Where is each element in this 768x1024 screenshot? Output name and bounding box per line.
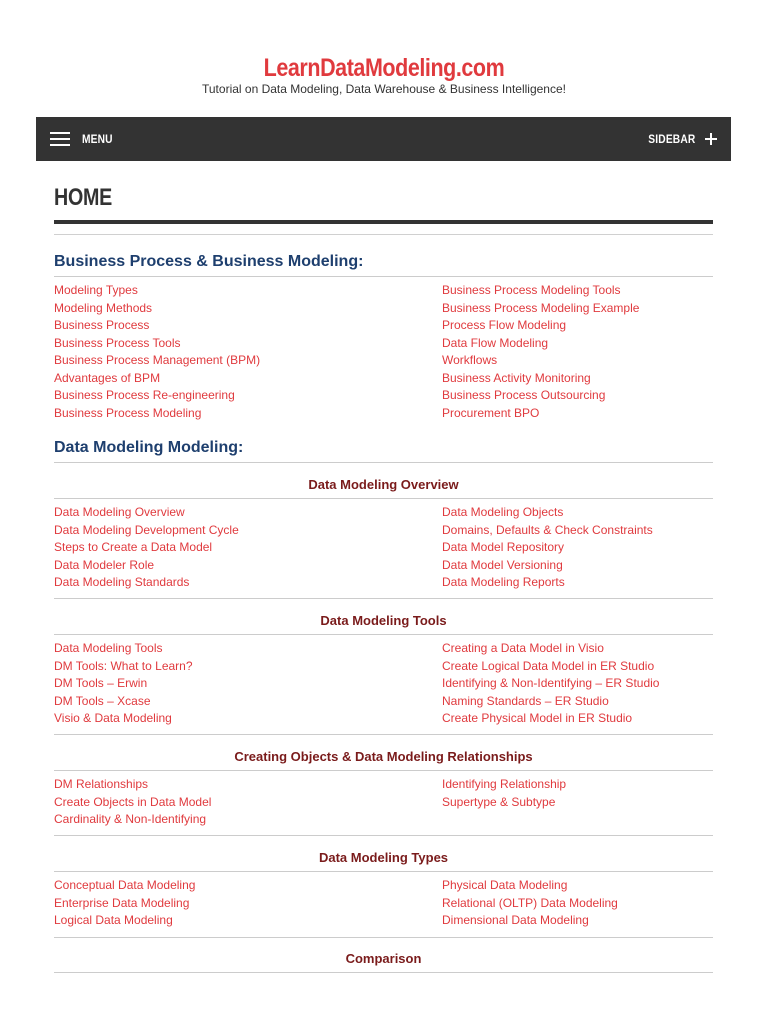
nav-link[interactable]: Create Logical Data Model in ER Studio <box>442 658 655 673</box>
main-navbar <box>36 117 731 161</box>
divider <box>54 734 713 735</box>
section-title-data-modeling: Data Modeling Modeling: <box>54 439 713 463</box>
nav-link[interactable]: Process Flow Modeling <box>442 318 567 332</box>
list-item <box>442 282 639 300</box>
nav-link[interactable]: Advantages of BPM <box>54 370 161 385</box>
nav-link[interactable]: Domains, Defaults & Check Constraints <box>442 522 653 537</box>
subsection-title-relationships: Creating Objects & Data Modeling Relationships <box>234 749 533 764</box>
list-item <box>442 352 639 370</box>
list-item <box>442 574 653 592</box>
business-links-left <box>54 282 260 422</box>
nav-link[interactable]: Data Modeling Reports <box>442 575 565 589</box>
list-item <box>54 387 260 405</box>
nav-link[interactable]: Data Modeling Development Cycle <box>54 522 239 537</box>
list-item <box>54 300 260 318</box>
nav-link[interactable]: Business Activity Monitoring <box>442 370 591 385</box>
sidebar-toggle-button[interactable] <box>640 117 717 161</box>
list-item <box>54 282 260 300</box>
business-links-right <box>442 282 639 422</box>
divider <box>54 835 713 836</box>
list-item <box>54 335 260 353</box>
list-item <box>442 693 659 711</box>
subsection-title-tools: Data Modeling Tools <box>320 613 447 628</box>
section-title-business-process: Business Process & Business Modeling: <box>54 253 713 277</box>
list-item <box>442 658 659 676</box>
types-links-right <box>442 877 618 930</box>
list-item <box>54 539 239 557</box>
divider <box>54 937 713 938</box>
list-item <box>442 776 566 794</box>
nav-link[interactable]: Create Objects in Data Model <box>54 794 212 809</box>
plus-icon <box>705 133 717 145</box>
nav-link[interactable]: Data Modeler Role <box>54 557 155 572</box>
list-item <box>442 335 639 353</box>
nav-link[interactable]: Data Modeling Standards <box>54 575 190 589</box>
list-item <box>442 370 639 388</box>
list-item <box>442 539 653 557</box>
menu-toggle-button[interactable] <box>50 117 118 161</box>
nav-link[interactable]: Business Process Outsourcing <box>442 388 606 402</box>
nav-link[interactable]: Dimensional Data Modeling <box>442 913 589 927</box>
list-item <box>54 811 211 829</box>
list-item <box>54 405 260 423</box>
heading-divider-thin <box>54 234 713 235</box>
divider <box>54 770 713 771</box>
nav-link[interactable]: Steps to Create a Data Model <box>54 540 213 554</box>
nav-link[interactable]: Business Process Management (BPM) <box>54 353 261 367</box>
nav-link[interactable]: Supertype & Subtype <box>442 794 556 809</box>
list-item <box>442 387 639 405</box>
list-item <box>54 776 211 794</box>
nav-link[interactable]: Business Process Tools <box>54 335 181 350</box>
divider <box>54 871 713 872</box>
list-item <box>442 317 639 335</box>
nav-link[interactable]: Business Process Re-engineering <box>54 388 235 402</box>
list-item <box>442 710 659 728</box>
nav-link[interactable]: Naming Standards – ER Studio <box>442 693 609 708</box>
list-item <box>54 693 193 711</box>
nav-link[interactable]: Workflows <box>442 353 498 367</box>
nav-link[interactable]: Cardinality & Non-Identifying <box>54 812 207 826</box>
hamburger-icon <box>50 132 70 146</box>
nav-link[interactable]: Data Model Versioning <box>442 557 563 572</box>
list-item <box>442 877 618 895</box>
nav-link[interactable]: Modeling Types <box>54 283 138 297</box>
list-item <box>54 912 195 930</box>
subsection-title-types: Data Modeling Types <box>318 850 449 865</box>
nav-link[interactable]: Business Process Modeling Tools <box>442 283 621 297</box>
subsection-title-comparison: Comparison <box>345 951 422 966</box>
nav-link[interactable]: Conceptual Data Modeling <box>54 878 196 892</box>
list-item <box>442 675 659 693</box>
list-item <box>54 557 239 575</box>
list-item <box>54 504 239 522</box>
nav-link[interactable]: DM Tools – Xcase <box>54 693 151 708</box>
sidebar-label: SIDEBAR <box>647 132 695 146</box>
list-item <box>442 557 653 575</box>
tools-links-left <box>54 640 193 728</box>
list-item <box>54 317 260 335</box>
nav-link[interactable]: Identifying & Non-Identifying – ER Studio <box>442 676 660 690</box>
nav-link[interactable]: Data Modeling Overview <box>54 505 185 519</box>
nav-link[interactable]: DM Relationships <box>54 777 149 791</box>
overview-links-right <box>442 504 653 592</box>
list-item <box>54 794 211 812</box>
list-item <box>54 574 239 592</box>
nav-link[interactable]: Enterprise Data Modeling <box>54 895 190 910</box>
types-links-left <box>54 877 195 930</box>
list-item <box>54 877 195 895</box>
nav-link[interactable]: Physical Data Modeling <box>442 878 568 892</box>
nav-link[interactable]: Visio & Data Modeling <box>54 711 172 725</box>
overview-links-left <box>54 504 239 592</box>
list-item <box>54 352 260 370</box>
menu-label: MENU <box>82 132 113 146</box>
divider <box>54 498 713 499</box>
nav-link[interactable]: Modeling Methods <box>54 300 153 315</box>
nav-link[interactable]: Create Physical Model in ER Studio <box>442 711 633 725</box>
list-item <box>442 912 618 930</box>
list-item <box>54 522 239 540</box>
nav-link[interactable]: Identifying Relationship <box>442 777 567 791</box>
site-title[interactable]: LearnDataModeling.com <box>263 54 505 82</box>
list-item <box>442 300 639 318</box>
nav-link[interactable]: Data Modeling Tools <box>54 641 163 655</box>
list-item <box>442 504 653 522</box>
list-item <box>54 640 193 658</box>
nav-link[interactable]: Procurement BPO <box>442 405 540 420</box>
page-title: HOME <box>54 184 113 211</box>
nav-link[interactable]: Data Flow Modeling <box>442 335 549 350</box>
list-item <box>442 405 639 423</box>
list-item <box>442 640 659 658</box>
divider <box>54 972 713 973</box>
heading-divider-thick <box>54 220 713 224</box>
nav-link[interactable]: DM Tools: What to Learn? <box>54 658 193 673</box>
list-item <box>54 370 260 388</box>
list-item <box>54 675 193 693</box>
list-item <box>54 895 195 913</box>
nav-link[interactable]: Relational (OLTP) Data Modeling <box>442 895 618 910</box>
nav-link[interactable]: Data Model Repository <box>442 540 565 554</box>
list-item <box>442 794 566 812</box>
relationships-links-right <box>442 776 566 811</box>
nav-link[interactable]: Business Process <box>54 318 150 332</box>
nav-link[interactable]: Data Modeling Objects <box>442 505 564 519</box>
list-item <box>54 658 193 676</box>
list-item <box>442 895 618 913</box>
divider <box>54 598 713 599</box>
list-item <box>442 522 653 540</box>
relationships-links-left <box>54 776 211 829</box>
divider <box>54 634 713 635</box>
nav-link[interactable]: Business Process Modeling Example <box>442 300 640 315</box>
subsection-title-overview: Data Modeling Overview <box>308 477 459 492</box>
site-tagline: Tutorial on Data Modeling, Data Warehouse & Business Intelligence! <box>202 82 566 96</box>
list-item <box>54 710 193 728</box>
site-header <box>0 0 768 117</box>
nav-link[interactable]: DM Tools – Erwin <box>54 676 148 690</box>
nav-link[interactable]: Logical Data Modeling <box>54 913 173 927</box>
tools-links-right <box>442 640 659 728</box>
nav-link[interactable]: Creating a Data Model in Visio <box>442 641 604 655</box>
nav-link[interactable]: Business Process Modeling <box>54 405 202 420</box>
